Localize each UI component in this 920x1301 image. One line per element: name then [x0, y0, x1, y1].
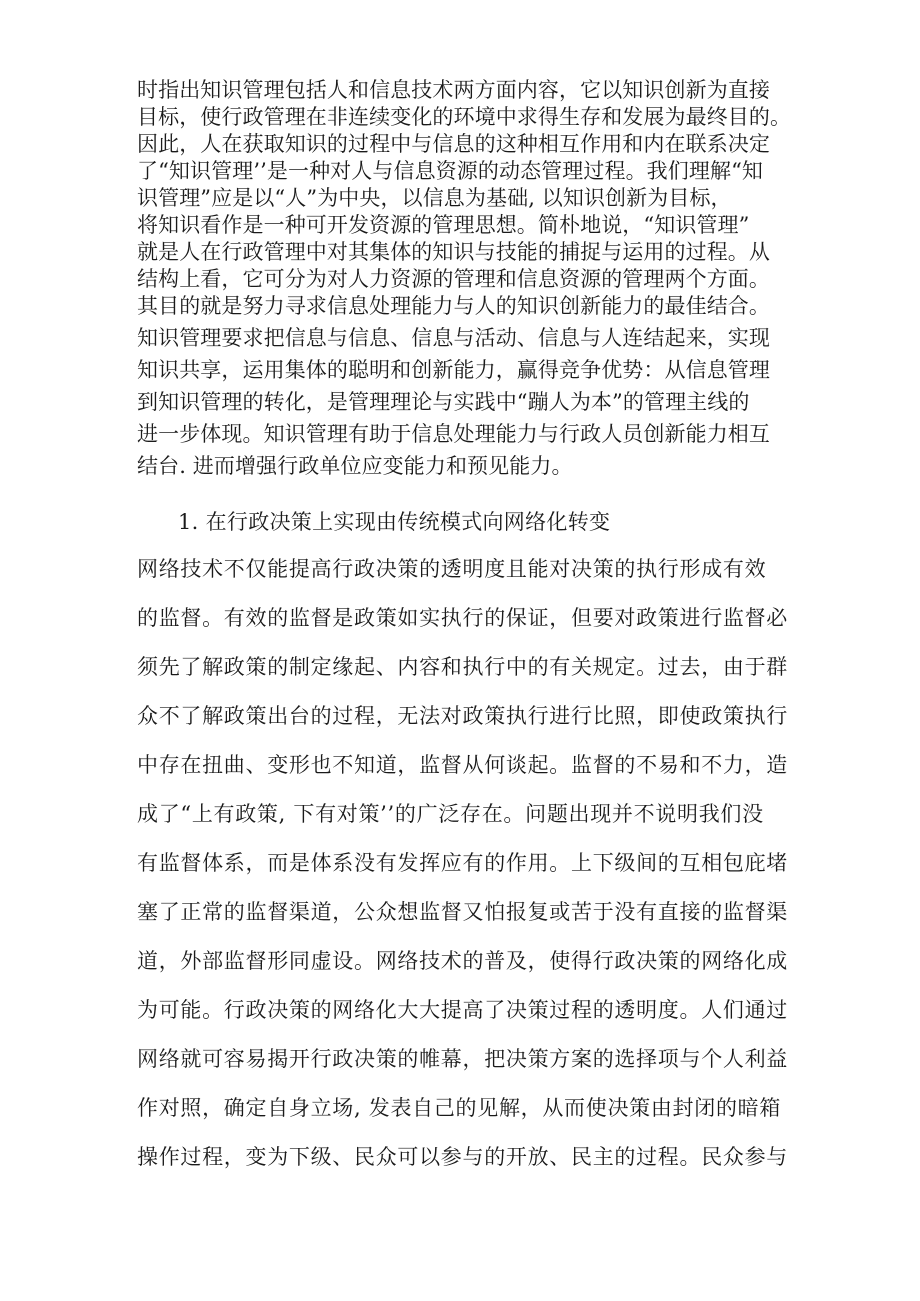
text-line: 须先了解政策的制定缘起、内容和执行中的有关规定。过去，由于群 — [137, 655, 788, 679]
text-line: 网络技术不仅能提高行政决策的透明度且能对决策的执行形成有效 — [137, 557, 767, 581]
text-line: 将知识看作是一种可开发资源的管理思想。简朴地说，“知识管理” — [137, 213, 750, 237]
text-line: 了“知识管理’’是一种对人与信息资源的动态管理过程。我们理解“知 — [137, 159, 764, 183]
text-line: 的监督。有效的监督是政策如实执行的保证，但要对政策进行监督必 — [137, 606, 788, 630]
text-line: 知识管理要求把信息与信息、信息与活动、信息与人连结起来，实现 — [137, 326, 770, 350]
text-line: 为可能。行政决策的网络化大大提高了决策过程的透明度。人们通过 — [137, 998, 788, 1022]
text-line: 进一步体现。知识管理有助于信息处理能力与行政人员创新能力相互 — [137, 422, 770, 446]
text-line: 道，外部监督形同虚设。网络技术的普及，使得行政决策的网络化成 — [137, 949, 788, 973]
text-line: 其目的就是努力寻求信息处理能力与人的知识创新能力的最佳结合。 — [137, 294, 770, 318]
text-line: 识管理”应是以“人”为中央，以信息为基础, 以知识创新为目标， — [137, 186, 732, 210]
text-line: 时指出知识管理包括人和信息技术两方面内容，它以知识创新为直接 — [137, 78, 770, 102]
text-line: 中存在扭曲、变形也不知道，监督从何谈起。监督的不易和不力，造 — [137, 753, 788, 777]
text-line: 操作过程，变为下级、民众可以参与的开放、民主的过程。民众参与 — [137, 1145, 788, 1169]
text-line: 结构上看，它可分为对人力资源的管理和信息资源的管理两个方面。 — [137, 267, 770, 291]
text-line: 网络就可容易揭开行政决策的帷幕，把决策方案的选择项与个人利益 — [137, 1047, 788, 1071]
text-line: 有监督体系，而是体系没有发挥应有的作用。上下级间的互相包庇堵 — [137, 851, 788, 875]
text-line: 知识共享，运用集体的聪明和创新能力，赢得竞争优势：从信息管理 — [137, 358, 770, 382]
text-line: 成了“上有政策, 下有对策’’的广泛存在。问题出现并不说明我们没 — [137, 802, 764, 826]
text-line: 就是人在行政管理中对其集体的知识与技能的捕捉与运用的过程。从 — [137, 240, 770, 264]
text-line: 目标，使行政管理在非连续变化的环境中求得生存和发展为最终目的。 — [137, 105, 792, 129]
text-line: 结台. 进而增强行政单位应变能力和预见能力。 — [137, 454, 573, 478]
text-line: 众不了解政策出台的过程，无法对政策执行进行比照，即使政策执行 — [137, 704, 788, 728]
section-heading: 1. 在行政决策上实现由传统模式向网络化转变 — [178, 510, 611, 534]
text-line: 作对照，确定自身立场, 发表自己的见解，从而使决策由封闭的暗箱 — [137, 1096, 782, 1120]
text-line: 塞了正常的监督渠道，公众想监督又怕报复或苦于没有直接的监督渠 — [137, 900, 788, 924]
text-line: 到知识管理的转化，是管理理论与实践中“蹦人为本”的管理主线的 — [137, 390, 750, 414]
text-line: 因此，人在获取知识的过程中与信息的这种相互作用和内在联系决定 — [137, 132, 770, 156]
